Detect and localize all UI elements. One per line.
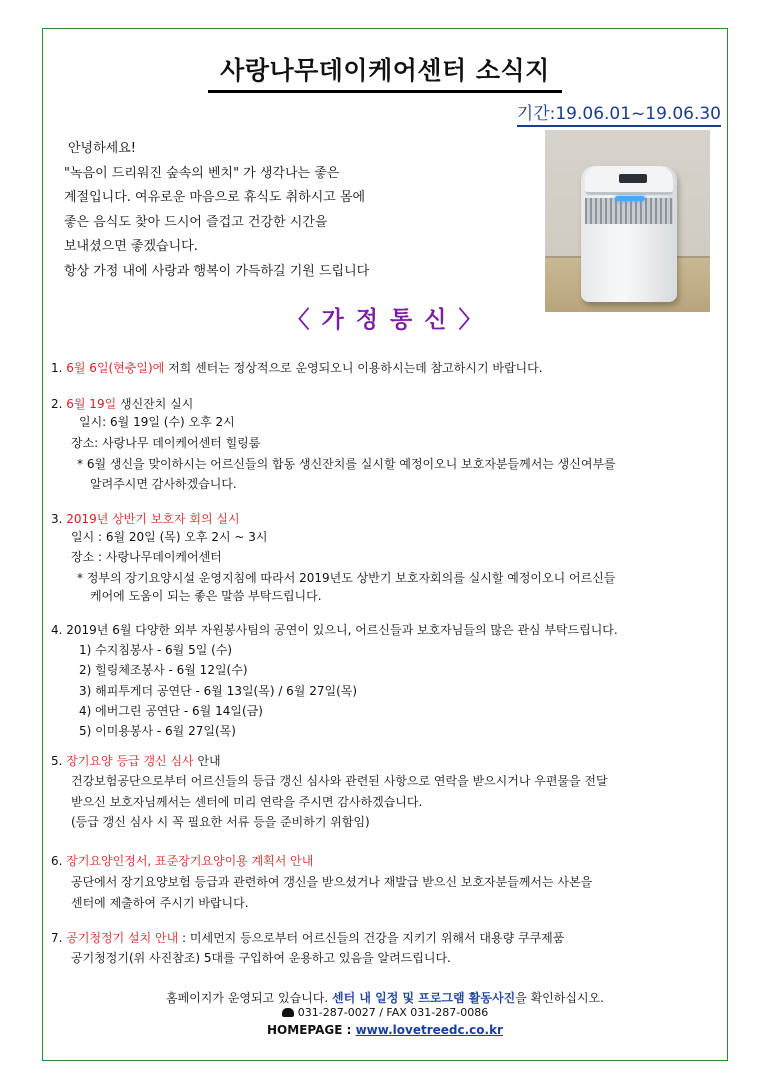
notice-item-1 xyxy=(51,359,543,376)
greeting-line: 보내셨으면 좋겠습니다. xyxy=(64,239,198,254)
notice-item-3 xyxy=(51,510,240,527)
footer-notice xyxy=(43,989,727,1006)
item-7-line: 공기청정기(위 사진참조) 5대를 구입하여 운용하고 있음을 알려드립니다. xyxy=(71,951,451,965)
phone-fax: 031-287-0027 / FAX 031-287-0086 xyxy=(297,1006,489,1019)
item-number: 5. xyxy=(51,754,67,768)
air-purifier-cap xyxy=(585,166,673,195)
notice-item-7 xyxy=(51,929,564,946)
phone-icon xyxy=(282,1008,294,1017)
greeting-line: 계절입니다. 여유로운 마음으로 휴식도 취하시고 몸에 xyxy=(64,190,366,205)
period-label: 기간:19.06.01~19.06.30 xyxy=(517,99,721,127)
item-3-line: 장소 : 사랑나무데이케어센터 xyxy=(71,550,222,564)
item-2-line: 장소: 사랑나무 데이케어센터 힐링룸 xyxy=(71,436,261,450)
item-text: 생신잔치 실시 xyxy=(116,397,194,411)
air-purifier-body xyxy=(581,166,677,302)
item-5-line: 건강보험공단으로부터 어르신들의 등급 갱신 심사와 관련된 사항으로 연락을 받으시거나 우편물을 전달 xyxy=(71,774,608,788)
item-3-note: 케어에 도움이 되는 좋은 말씀 부탁드립니다. xyxy=(90,589,322,603)
greeting-line: "녹음이 드리워진 숲속의 벤치" 가 생각나는 좋은 xyxy=(64,165,340,181)
notice-item-5 xyxy=(51,752,221,769)
footer-highlight: 센터 내 일정 및 프로그램 활동사진 xyxy=(332,991,516,1005)
page-title: 사랑나무데이케어센터 소식지 xyxy=(208,51,562,93)
item-number: 6. xyxy=(51,854,67,868)
item-highlight: 공기청정기 설치 안내 xyxy=(66,931,179,945)
notice-item-2 xyxy=(51,395,193,412)
item-highlight: 6월 19일 xyxy=(66,397,117,411)
item-6-line: 센터에 제출하여 주시기 바랍니다. xyxy=(71,896,249,910)
item-6-line: 공단에서 장기요양보험 등급과 관련하여 갱신을 받으셨거나 재발급 받으신 보호자분들께서는 사본을 xyxy=(71,875,593,889)
item-number: 7. xyxy=(51,931,67,945)
item-highlight: 장기요양 등급 갱신 심사 xyxy=(66,754,194,768)
item-3-note: * 정부의 장기요양시설 운영지침에 따라서 2019년도 상반기 보호자회의를 실시할 예정이오니 어르신들 xyxy=(77,571,616,585)
title-wrap xyxy=(43,51,727,93)
newsletter-page xyxy=(42,28,728,1061)
item-2-line: 일시: 6월 19일 (수) 오후 2시 xyxy=(79,415,235,429)
footer-text: 을 확인하십시오. xyxy=(515,991,604,1005)
greeting-line: 항상 가정 내에 사랑과 행복이 가득하길 기원 드립니다 xyxy=(64,263,370,279)
footer-homepage xyxy=(43,1023,727,1037)
volunteer-list-item: 3) 해피투게더 공연단 - 6월 13일(목) / 6월 27일(목) xyxy=(79,684,358,698)
item-highlight: 2019년 상반기 보호자 회의 실시 xyxy=(66,512,240,526)
homepage-link[interactable]: www.lovetreedc.co.kr xyxy=(355,1023,503,1037)
volunteer-list-item: 2) 힐링체조봉사 - 6월 12일(수) xyxy=(79,663,248,677)
homepage-label: HOMEPAGE : xyxy=(267,1023,356,1037)
item-number: 3. xyxy=(51,512,67,526)
volunteer-list-item: 4) 에버그린 공연단 - 6월 14일(금) xyxy=(79,704,263,718)
item-text: : 미세먼지 등으로부터 어르신들의 건강을 지키기 위해서 대용량 쿠쿠제품 xyxy=(178,931,565,945)
footer-contact xyxy=(43,1006,727,1019)
item-5-line: 받으신 보호자님께서는 센터에 미리 연락을 주시면 감사하겠습니다. xyxy=(71,795,423,809)
footer-text: 홈페이지가 운영되고 있습니다. xyxy=(166,991,332,1005)
air-purifier-photo xyxy=(545,130,710,312)
item-3-line: 일시 : 6월 20일 (목) 오후 2시 ~ 3시 xyxy=(71,530,268,544)
greeting-line: 좋은 음식도 찾아 드시어 즐겁고 건강한 시간을 xyxy=(64,214,328,230)
air-purifier-display xyxy=(619,174,647,183)
volunteer-list-item: 1) 수지침봉사 - 6월 5일 (수) xyxy=(79,643,233,657)
notice-item-6 xyxy=(51,852,313,869)
item-2-note: 알려주시면 감사하겠습니다. xyxy=(90,477,237,491)
item-text: 안내 xyxy=(193,754,221,768)
item-number: 1. xyxy=(51,361,67,375)
notice-item-4: 4. 2019년 6월 다양한 외부 자원봉사팀의 공연이 있으니, 어르신들과 보호자님들의 많은 관심 부탁드립니다. xyxy=(51,623,618,637)
greeting-line: 안녕하세요! xyxy=(68,141,137,156)
air-purifier-light xyxy=(615,196,645,201)
item-number: 2. xyxy=(51,397,67,411)
greeting-text xyxy=(64,137,534,284)
item-highlight: 장기요양인정서, 표준장기요양이용 계획서 안내 xyxy=(66,854,314,868)
item-highlight: 6월 6일(현충일)에 xyxy=(66,361,165,375)
item-2-note: * 6월 생신을 맞이하시는 어르신들의 합동 생신잔치를 실시할 예정이오니 보호자분들께서는 생신여부를 xyxy=(77,457,616,471)
section-title: 〈 가 정 통 신 〉 xyxy=(286,307,484,333)
volunteer-list-item: 5) 이미용봉사 - 6월 27일(목) xyxy=(79,724,236,738)
item-text: 저희 센터는 정상적으로 운영되오니 이용하시는데 참고하시기 바랍니다. xyxy=(164,361,543,375)
air-purifier-grille xyxy=(585,198,673,224)
item-5-line: (등급 갱신 심사 시 꼭 필요한 서류 등을 준비하기 위함임) xyxy=(71,815,370,829)
